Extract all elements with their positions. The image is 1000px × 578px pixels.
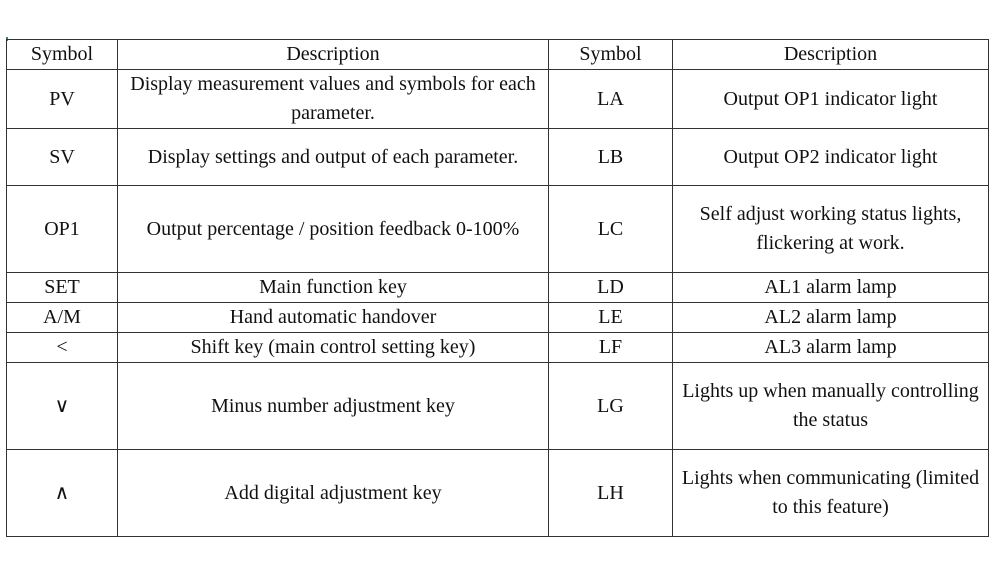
description-cell: Main function key: [118, 273, 549, 303]
symbol-cell: LG: [549, 363, 673, 450]
symbol-cell: <: [7, 333, 118, 363]
table-row: [7, 363, 989, 450]
symbol-table-container: [6, 39, 988, 531]
symbol-cell: LD: [549, 273, 673, 303]
description-cell: Add digital adjustment key: [118, 450, 549, 537]
description-cell: Lights when communicating (limited to this feature): [673, 450, 989, 537]
symbol-cell: SV: [7, 129, 118, 186]
symbol-cell: SET: [7, 273, 118, 303]
description-cell: Shift key (main control setting key): [118, 333, 549, 363]
table-row: [7, 273, 989, 303]
description-cell: Self adjust working status lights, flickering at work.: [673, 186, 989, 273]
symbol-description-table: [6, 39, 989, 537]
table-row: [7, 129, 989, 186]
description-cell: Minus number adjustment key: [118, 363, 549, 450]
symbol-cell: LE: [549, 303, 673, 333]
header-description-right: Description: [673, 40, 989, 70]
table-row: [7, 70, 989, 129]
symbol-cell: ∧: [7, 450, 118, 537]
description-cell: Output OP1 indicator light: [673, 70, 989, 129]
symbol-cell: LF: [549, 333, 673, 363]
table-row: [7, 450, 989, 537]
description-cell: Display settings and output of each parameter.: [118, 129, 549, 186]
table-row: [7, 333, 989, 363]
description-cell: Lights up when manually controlling the status: [673, 363, 989, 450]
description-cell: Hand automatic handover: [118, 303, 549, 333]
symbol-cell: ∨: [7, 363, 118, 450]
table-row: [7, 186, 989, 273]
symbol-cell: LH: [549, 450, 673, 537]
description-cell: Display measurement values and symbols for each parameter.: [118, 70, 549, 129]
table-row: [7, 303, 989, 333]
symbol-cell: PV: [7, 70, 118, 129]
header-symbol-left: Symbol: [7, 40, 118, 70]
description-cell: Output OP2 indicator light: [673, 129, 989, 186]
symbol-cell: OP1: [7, 186, 118, 273]
header-symbol-right: Symbol: [549, 40, 673, 70]
symbol-cell: LB: [549, 129, 673, 186]
description-cell: AL2 alarm lamp: [673, 303, 989, 333]
symbol-cell: LA: [549, 70, 673, 129]
symbol-cell: A/M: [7, 303, 118, 333]
table-header-row: [7, 40, 989, 70]
description-cell: AL1 alarm lamp: [673, 273, 989, 303]
description-cell: Output percentage / position feedback 0-100%: [118, 186, 549, 273]
symbol-cell: LC: [549, 186, 673, 273]
description-cell: AL3 alarm lamp: [673, 333, 989, 363]
header-description-left: Description: [118, 40, 549, 70]
